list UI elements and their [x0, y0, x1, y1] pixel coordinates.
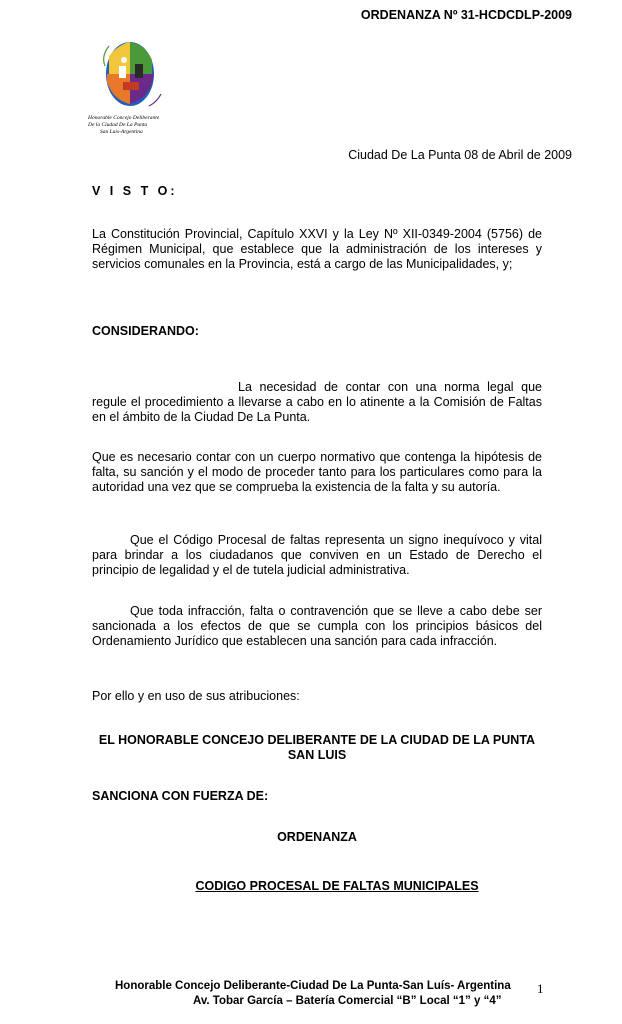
ordenanza-title: ORDENANZA	[277, 830, 357, 844]
page-number: 1	[537, 981, 544, 996]
considerando-paragraph-2: Que es necesario contar con un cuerpo normativo que contenga la hipótesis de falta, su sanción y el modo de proceder tanto para los particulares como para la autoridad una vez que se comprueba la existencia de la falta y su autoría.	[92, 450, 542, 494]
footer-address-line-1: Honorable Concejo Deliberante-Ciudad De La Punta-San Luís- Argentina	[115, 980, 511, 992]
council-heading: EL HONORABLE CONCEJO DELIBERANTE DE LA CIUDAD DE LA PUNTA SAN LUIS	[98, 733, 536, 762]
council-logo	[97, 36, 167, 116]
date-line: Ciudad De La Punta 08 de Abril de 2009	[348, 148, 572, 162]
considerando-paragraph-1: La necesidad de contar con una norma legal que regule el procedimiento a llevarse a cabo en lo atinente a la Comisión de Faltas en el ámbito de la Ciudad De La Punta.	[92, 380, 542, 424]
document-reference: ORDENANZA Nº 31-HCDCDLP-2009	[360, 8, 572, 22]
footer-address-line-2: Av. Tobar García – Batería Comercial “B” Local “1” y “4”	[193, 995, 502, 1007]
considerando-heading: CONSIDERANDO:	[92, 324, 199, 338]
sanciona-heading: SANCIONA CON FUERZA DE:	[92, 789, 269, 803]
visto-paragraph: La Constitución Provincial, Capítulo XXVI y la Ley Nº XII-0349-2004 (5756) de Régimen Municipal, que establece que la administración de los intereses y servicios comunales en la Provincia, está a cargo de las Municipalidades, y;	[92, 227, 542, 271]
council-emblem-icon	[97, 36, 167, 116]
considerando-paragraph-3: Que el Código Procesal de faltas representa un signo inequívoco y vital para brindar a los ciudadanos que conviven en un Estado de Derecho el principio de legalidad y el de tutela judicial administrativa.	[92, 533, 542, 577]
codigo-title: CODIGO PROCESAL DE FALTAS MUNICIPALES	[195, 879, 479, 893]
por-ello-line: Por ello y en uso de sus atribuciones:	[92, 689, 300, 703]
considerando-paragraph-4: Que toda infracción, falta o contravención que se lleve a cabo debe ser sancionada a los efectos de que se cumpla con los principios básicos del Ordenamiento Jurídico que establecen una sanción para cada infracción.	[92, 604, 542, 648]
logo-caption: Honorable Concejo Deliberante De la Ciudad De La Punta San Luis-Argentina	[88, 115, 160, 135]
visto-heading: V I S T O:	[92, 184, 178, 198]
